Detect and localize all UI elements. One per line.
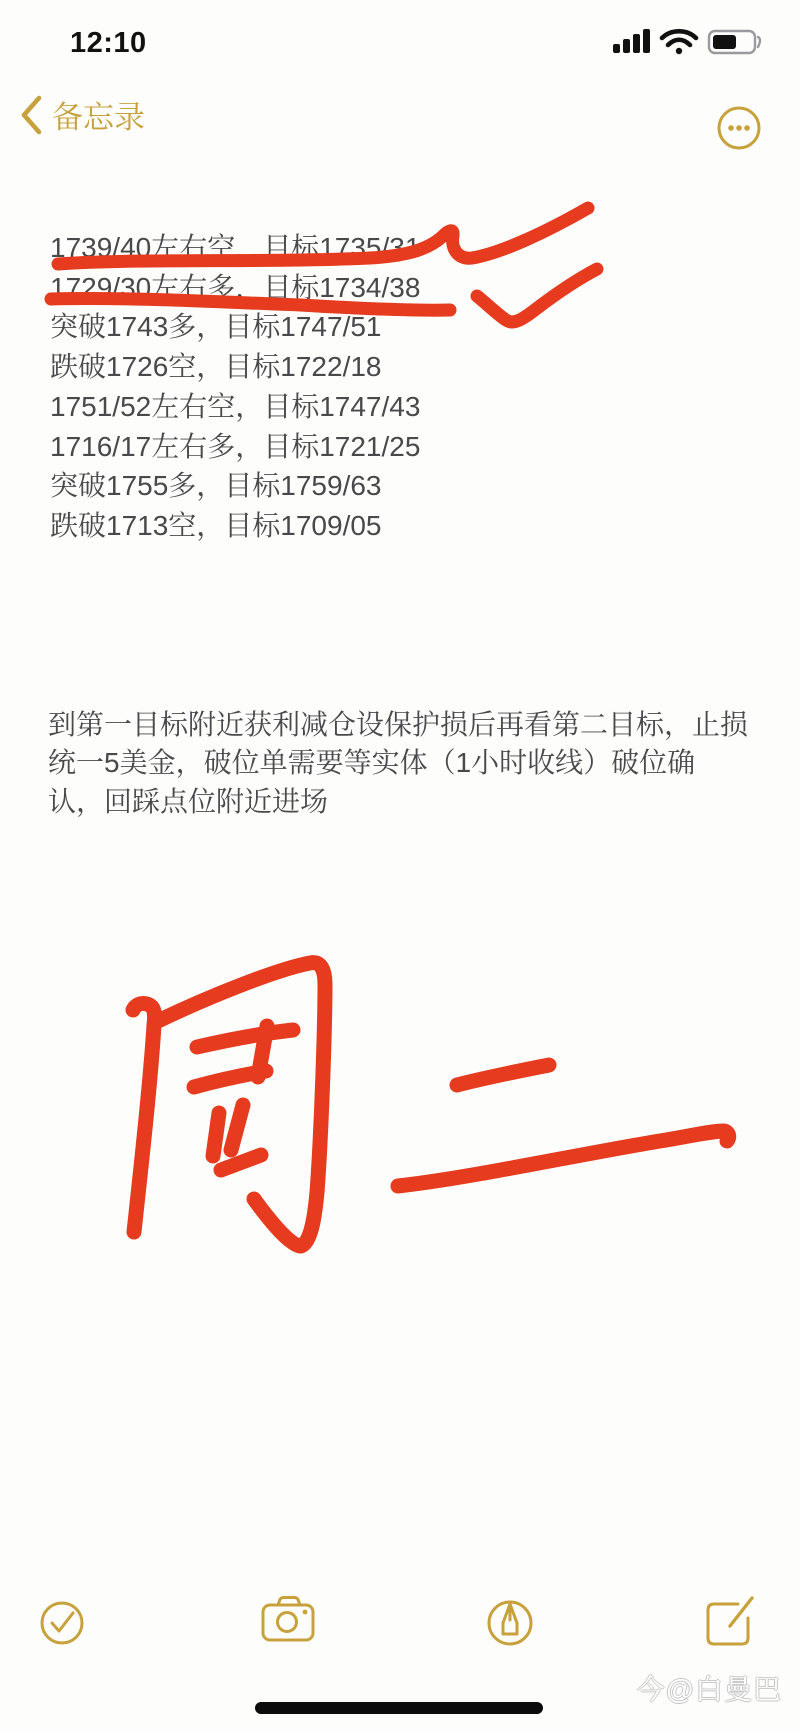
note-line: 突破1743多，目标1747/51 bbox=[50, 311, 382, 343]
back-button[interactable] bbox=[20, 92, 145, 137]
wifi-icon bbox=[662, 31, 696, 54]
camera-button[interactable] bbox=[256, 1592, 320, 1656]
compose-icon bbox=[698, 1592, 762, 1656]
back-button-label: 备忘录 bbox=[52, 100, 145, 135]
check-circle-icon bbox=[30, 1592, 94, 1656]
battery-icon bbox=[709, 31, 760, 53]
checklist-button[interactable] bbox=[30, 1592, 94, 1656]
note-body-lines[interactable] bbox=[50, 228, 750, 546]
note-line: 1739/40左右空，目标1735/31 bbox=[50, 232, 421, 263]
paragraph-line: 认，回踩点位附近进场 bbox=[48, 785, 329, 817]
note-line: 跌破1726空，目标1722/18 bbox=[50, 351, 382, 383]
nav-bar bbox=[0, 92, 800, 152]
status-icons bbox=[605, 24, 770, 65]
camera-icon bbox=[256, 1592, 320, 1656]
bottom-toolbar bbox=[0, 1592, 800, 1662]
note-line: 跌破1713空，目标1709/05 bbox=[50, 509, 382, 541]
chevron-left-icon bbox=[20, 93, 42, 137]
paragraph-line: 到第一目标附近获利减仓设保护损后再看第二目标，止损 bbox=[48, 709, 749, 740]
note-line: 1716/17左右多，目标1721/25 bbox=[50, 430, 421, 462]
handwriting-er bbox=[398, 1065, 729, 1186]
markup-pen-icon bbox=[478, 1592, 542, 1656]
watermark: 今@白曼巴 bbox=[636, 1674, 782, 1705]
more-options-button[interactable] bbox=[716, 105, 762, 151]
cellular-signal-icon bbox=[613, 29, 650, 53]
note-line: 1729/30左右多，目标1734/38 bbox=[50, 271, 421, 303]
compose-button[interactable] bbox=[698, 1592, 762, 1656]
handwriting-zhou bbox=[133, 963, 325, 1246]
status-time: 12:10 bbox=[70, 27, 147, 59]
home-indicator[interactable] bbox=[255, 1702, 543, 1714]
ellipsis-circle-icon bbox=[716, 105, 762, 151]
note-line: 突破1755多，目标1759/63 bbox=[50, 470, 382, 502]
paragraph-line: 统一5美金，破位单需要等实体（1小时收线）破位确 bbox=[48, 747, 696, 779]
note-line: 1751/52左右空，目标1747/43 bbox=[50, 390, 421, 422]
markup-button[interactable] bbox=[478, 1592, 542, 1656]
note-paragraph[interactable] bbox=[48, 706, 768, 821]
